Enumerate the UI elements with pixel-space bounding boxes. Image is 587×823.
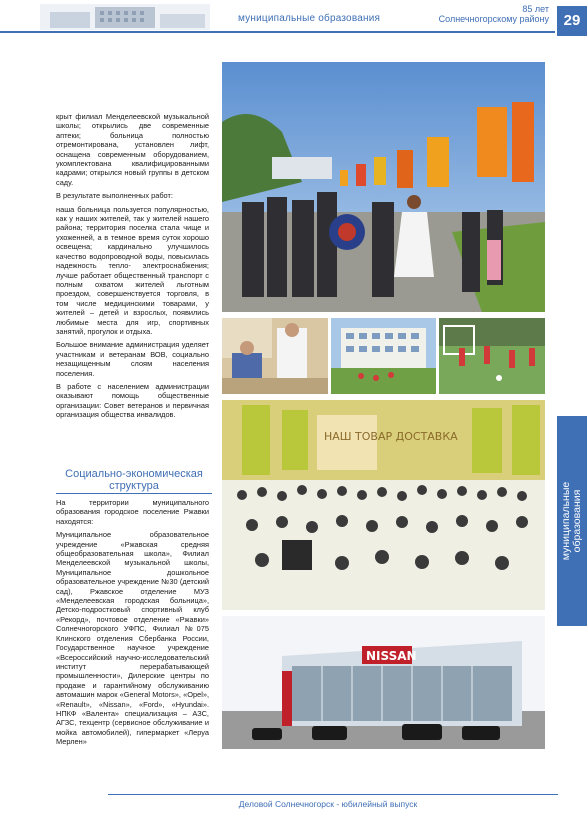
photo-hospital-room (222, 318, 328, 394)
footer-rule (108, 794, 558, 795)
paragraph: В работе с населением администрации оказывают помощь общественные организации: Совет ветеранов и первичная организация общества инвалидов. (56, 381, 209, 420)
anniversary-years: 85 лет (522, 4, 549, 14)
article-column-bottom (56, 498, 209, 751)
header-rule (0, 31, 555, 33)
photo-victory-parade (222, 62, 545, 312)
footer-publication-title: Деловой Солнечногорск - юбилейный выпуск (238, 799, 418, 809)
store-banner-text: НАШ ТОВАР ДОСТАВКА (324, 430, 458, 443)
side-label-line2: образования (571, 489, 583, 553)
page-header (0, 0, 587, 34)
side-label-line1: муниципальные (560, 481, 572, 561)
page-number: 29 (557, 6, 587, 36)
header-anniversary (439, 4, 549, 24)
photo-store-staff (222, 400, 545, 610)
header-building-illustration (40, 4, 210, 30)
article-column-top (56, 112, 209, 424)
anniversary-district: Солнечногорскому району (438, 14, 549, 24)
section-heading (56, 466, 212, 496)
dealership-sign: NISSAN (366, 649, 417, 663)
header-section-title: муниципальные образования (238, 13, 381, 24)
section-title: Социально-экономическая структура (65, 468, 203, 492)
paragraph: В результате выполненных работ: (56, 191, 173, 201)
paragraph: Муниципальное образовательное учреждение «Ржавская средняя общеобразовательная школа», Филиал Менделеевской музыкальной школы, Муниципальное дошкольное образовательное учреждение №30 (детский сад), Ржавское отделение МУЗ «Менделеевская городская больница», Детско-подростковый спортивный клуб «Рекорд», почтовое отделение «Ржавки» Солнечногорского УФПС, Филиал №075 Клинского отделения Сбербанка России, Государственное научное учреждение «Всероссийский научно-исследовательский институт перерабатывающей промышленности», Дилерские центры по продаже и гарантийному обслуживанию автомашин марок «General Motors», «Opel», «Renault», «Nissan», «Ford», «Hyundai». НПКФ «Валента» специализация – АЗС, АГЗС, техцентр (сервисное обслуживание и мойка автомобилей), гипермаркет «Леруа Мерлен» (56, 530, 209, 747)
photo-nissan-dealership (222, 616, 545, 749)
photo-football-field (439, 318, 545, 394)
side-section-label (557, 416, 587, 626)
photo-school-building (331, 318, 436, 394)
section-underline (56, 493, 212, 494)
paragraph: Большое внимание администрация уделяет участникам и ветеранам ВОВ, социально незащищенным слоям населения поселения. (56, 340, 209, 378)
paragraph: наша больница пользуется популярностью, как у наших жителей, так у жителей нашего района; территория поселка стала чище и ухоженней, а в темное время суток хорошо освещена; кардинально улучшилось качество водопроводной воды, повысилась надежность тепло- электроснабжения; лучше работает общественный транспорт с полным охватом жителей льготным проездом, совершенствуется торговля, в том числе медицинскими товарами, у жителей – детей и взрослых, появились любимые места для игр, спортивных занятий, прогулок и отдыха. (56, 204, 209, 336)
paragraph: На территории муниципального образования городское поселение Ржавки находятся: (56, 498, 209, 526)
paragraph: крыт филиал Менделеевской музыкальной школы; открылись две современные аптеки; больница полностью отремонтирована, установлен лифт, оснащена современным оборудованием, укомплектована квалифицированными кадрами; открылся новый группы в детском саду. (56, 112, 209, 187)
